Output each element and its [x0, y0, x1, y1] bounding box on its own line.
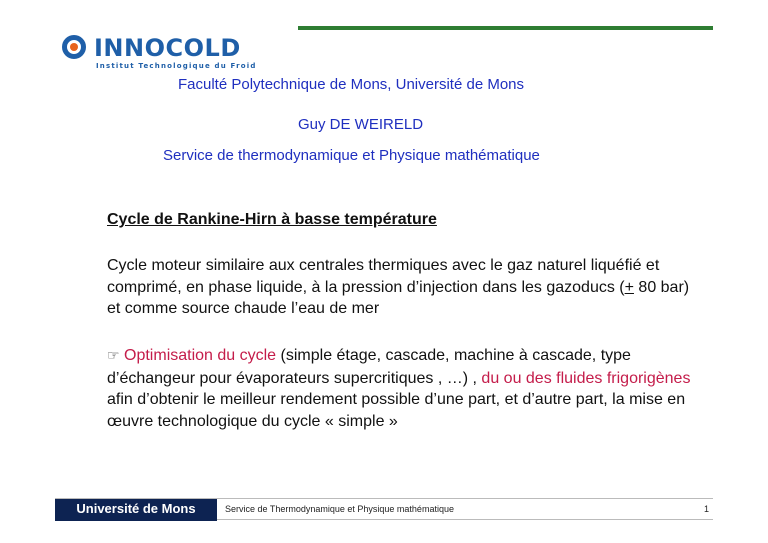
- top-rule: [298, 26, 713, 30]
- footer-bar: [55, 498, 713, 520]
- para1-text: Cycle moteur similaire aux centrales thermiques avec le gaz naturel liquéfié et comprimé, en phase liquide, à la pression d’injection dans les gazoducs (: [107, 257, 660, 296]
- faculty-line: Faculté Polytechnique de Mons, Université de Mons: [178, 76, 525, 93]
- logo-subtitle: Institut Technologique du Froid: [96, 62, 257, 70]
- highlight-fluids: du ou des fluides frigorigènes: [481, 369, 691, 387]
- pointing-hand-icon: ☞: [107, 348, 120, 364]
- paragraph-1: [107, 255, 697, 320]
- para1-plus: +: [624, 278, 634, 296]
- slide-title: Cycle de Rankine-Hirn à basse température: [107, 211, 437, 228]
- innocold-logo: [60, 33, 257, 73]
- para2-text-2: afin d’obtenir le meilleur rendement possible d’une part, et d’autre part, la mise en œuvre technologique du cycle « simple »: [107, 391, 686, 430]
- highlight-optimisation: Optimisation du cycle: [124, 347, 277, 364]
- paragraph-2: [107, 345, 697, 432]
- author-line: Guy DE WEIRELD: [298, 116, 424, 133]
- para1-tail: 80 bar) et comme source chaude l’eau de mer: [107, 278, 690, 317]
- service-line: Service de thermodynamique et Physique mathématique: [163, 147, 540, 164]
- logo-word: INNOCOLD: [94, 34, 241, 62]
- footer-service: Service de Thermodynamique et Physique mathématique: [225, 504, 454, 514]
- logo-ring-icon: [62, 35, 86, 59]
- footer-brand: Université de Mons: [55, 499, 217, 521]
- page-number: 1: [703, 504, 709, 514]
- para2-text-1: (simple étage, cascade, machine à cascade, type d’échangeur pour évaporateurs supercritiques , …) ,: [107, 347, 631, 387]
